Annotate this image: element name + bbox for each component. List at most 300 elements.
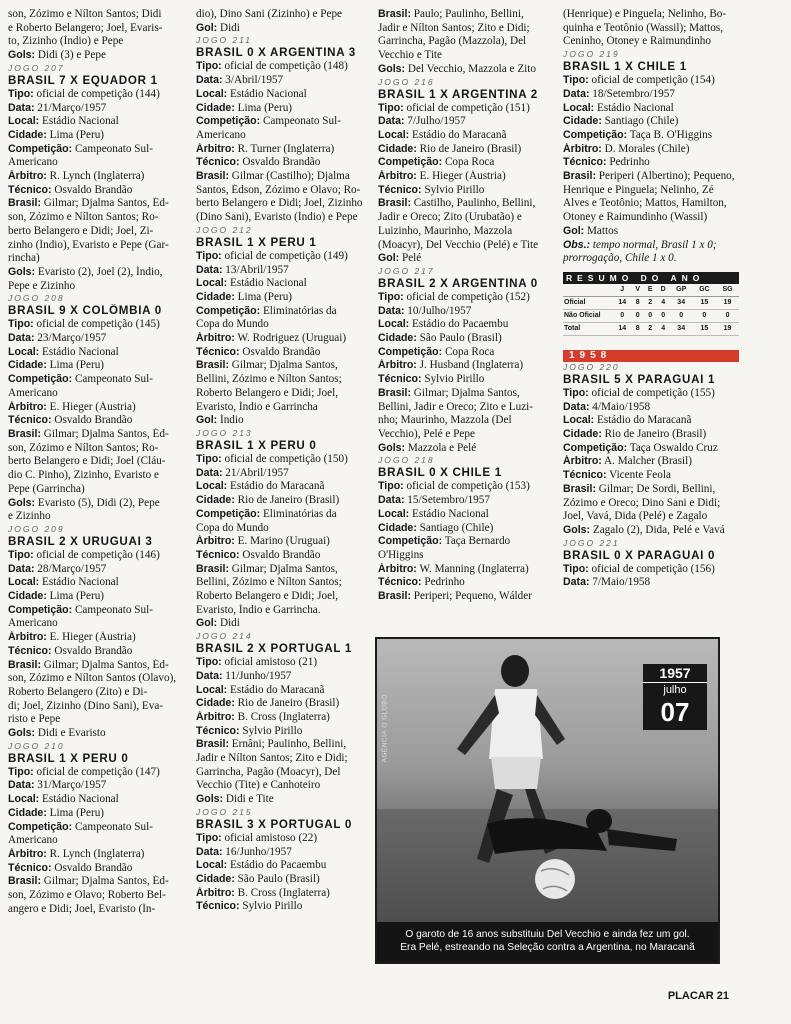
field-value: Ernâni; Paulinho, Bellini,: [231, 738, 347, 751]
field-label: Gols:: [8, 49, 36, 62]
field-label: Cidade:: [8, 806, 47, 819]
text-line: [196, 387, 370, 401]
magazine-name: PLACAR: [667, 990, 714, 1002]
text-line: [8, 129, 188, 143]
text-line: [378, 549, 556, 563]
field-value: Bellini, Jadir e Oreco; Zito e Luzi-: [378, 400, 534, 413]
field-value: Roberto Belangero e Didi; Joel,: [196, 386, 338, 399]
match-title: BRASIL 1 X PERU 0: [8, 751, 129, 765]
field-value: Lima (Peru): [237, 290, 293, 303]
field-value: quinha e Teotônio (Wassil); Mattos,: [563, 21, 723, 34]
page-number: 21: [716, 990, 729, 1002]
text-line: [378, 143, 556, 157]
text-line: [8, 766, 188, 780]
text-line: [378, 494, 556, 508]
field-label: Tipo:: [563, 562, 589, 575]
text-line: [196, 494, 370, 508]
field-value: São Paulo (Brasil): [237, 872, 320, 885]
page-footer: [668, 990, 729, 1002]
text-line: [196, 846, 370, 860]
game-number: JOGO 211: [196, 35, 252, 46]
field-value: Evaristo, Índio e Garrincha.: [196, 603, 321, 616]
text-line: [378, 170, 556, 184]
text-line: [8, 779, 188, 793]
field-value: son, Zózimo e Olavo; Roberto Bel-: [8, 889, 166, 902]
field-label: Brasil:: [378, 197, 411, 210]
field-value: Estádio Nacional: [42, 345, 119, 358]
field-label: Data:: [196, 845, 223, 858]
text-line: [8, 727, 188, 741]
field-value: Osvaldo Brandão: [54, 414, 133, 427]
text-line: [8, 821, 188, 835]
summary-header-cell: J: [613, 284, 631, 297]
summary-cell: Oficial: [563, 296, 613, 309]
field-value: Americano: [196, 128, 246, 141]
field-value: Roberto Belangero e Didi; Joel,: [196, 590, 338, 603]
game-number: JOGO 218: [378, 455, 435, 466]
field-value: Sylvio Pirillo: [242, 900, 303, 913]
text-line: [563, 211, 739, 225]
field-value: Pepe e Zizinho: [8, 279, 76, 292]
text-line: [196, 873, 370, 887]
field-label: Local:: [8, 115, 40, 128]
text-line: [8, 442, 188, 456]
field-label: Técnico:: [563, 469, 607, 482]
text-line: [378, 102, 556, 116]
field-value: Campeonato Sul-: [74, 603, 153, 616]
text-line: [563, 197, 739, 211]
field-label: Data:: [196, 669, 223, 682]
summary-row: [563, 309, 739, 322]
field-label: Competição:: [8, 373, 73, 386]
field-value: D. Morales (Chile): [604, 142, 690, 155]
text-line: [196, 346, 370, 360]
caption-line-2: Era Pelé, estreando na Seleção contra a Argentina, no Maracanã: [400, 942, 695, 953]
field-value: Osvaldo Brandão: [54, 644, 133, 657]
text-line: [563, 115, 739, 129]
game-number: JOGO 214: [196, 631, 253, 642]
text-line: [563, 442, 739, 456]
field-label: Técnico:: [8, 861, 52, 874]
text-line: [196, 60, 370, 74]
text-line: [563, 102, 739, 116]
text-line: [196, 711, 370, 725]
field-label: Cidade:: [563, 115, 602, 128]
text-line: [8, 8, 188, 22]
field-label: Árbitro:: [196, 535, 235, 548]
field-value: W. Manning (Inglaterra): [419, 562, 529, 575]
field-value: Estádio do Pacaembu: [412, 318, 509, 331]
field-value: Osvaldo Brandão: [54, 183, 133, 196]
field-value: Sylvio Pirillo: [424, 183, 485, 196]
caption-line-1: O garoto de 16 anos substituiu Del Vecchio e ainda fez um gol.: [405, 929, 690, 940]
field-value: Periperi (Albertino); Pequeno,: [598, 170, 735, 183]
field-label: Data:: [196, 466, 223, 479]
match-title: BRASIL 1 X CHILE 1: [563, 60, 687, 74]
text-line: [196, 156, 370, 170]
text-line: [196, 480, 370, 494]
text-line: [378, 401, 556, 415]
text-line: [378, 156, 556, 170]
game-number: JOGO 207: [8, 62, 65, 73]
field-value: tempo normal, Brasil 1 x 0;: [592, 238, 717, 251]
field-value: dio), Dino Sani (Zizinho) e Pepe: [196, 8, 343, 20]
field-label: Gols:: [378, 62, 406, 75]
field-value: 13/Abril/1957: [225, 263, 289, 276]
note-line: [563, 239, 739, 253]
field-value: Lima (Peru): [237, 101, 293, 114]
text-line: [563, 469, 739, 483]
text-line: [196, 779, 370, 793]
game-number: JOGO 212: [196, 224, 253, 235]
field-value: risto e Pepe: [8, 713, 61, 726]
field-value: Garrincha, Pagão (Mazzola), Del: [378, 35, 527, 48]
text-line: [378, 522, 556, 536]
text-line: [378, 115, 556, 129]
text-line: [378, 508, 556, 522]
text-line: [196, 74, 370, 88]
year-summary-table: [563, 284, 739, 336]
text-line: [196, 115, 370, 129]
field-value: Gilmar (Castilho); Djalma: [231, 170, 350, 183]
field-label: Árbitro:: [563, 455, 602, 468]
field-value: Luizinho, Maurinho, Mazzola: [378, 224, 513, 237]
field-value: 4/Maio/1958: [592, 400, 651, 413]
field-value: Pelé: [401, 252, 422, 265]
field-label: Brasil:: [8, 197, 41, 210]
field-label: Local:: [196, 683, 228, 696]
text-line: [8, 889, 188, 903]
text-line: [563, 510, 739, 524]
field-label: Brasil:: [8, 875, 41, 888]
text-line: [378, 252, 556, 266]
summary-cell: 14: [613, 296, 631, 309]
field-label: Brasil:: [8, 658, 41, 671]
text-line: [8, 862, 188, 876]
field-value: Gilmar; Djalma Santos,: [413, 386, 520, 399]
field-label: Gol:: [196, 617, 218, 630]
field-label: Cidade:: [378, 332, 417, 345]
field-value: Vecchio e Tite: [378, 49, 443, 62]
text-line: [196, 604, 370, 618]
field-label: Cidade:: [8, 590, 47, 603]
field-label: Gols:: [196, 793, 224, 806]
field-value: Estádio Nacional: [230, 87, 307, 100]
text-line: [8, 197, 188, 211]
field-value: Gilmar; Djalma Santos, Éd-: [43, 427, 169, 440]
match-title: BRASIL 0 X CHILE 1: [378, 466, 502, 480]
field-label: Tipo:: [8, 318, 34, 331]
text-line: [378, 563, 556, 577]
field-value: Rio de Janeiro (Brasil): [237, 697, 340, 710]
text-line: [8, 510, 188, 524]
field-value: Copa Roca: [444, 156, 495, 169]
field-label: Técnico:: [196, 548, 240, 561]
field-value: Campeonato Sul-: [74, 142, 153, 155]
field-label: Tipo:: [8, 765, 34, 778]
field-value: oficial de competição (151): [406, 101, 530, 114]
text-line: [8, 700, 188, 714]
field-label: Local:: [8, 345, 40, 358]
field-label: Competição:: [8, 603, 73, 616]
game-number: JOGO 210: [8, 740, 65, 751]
match-title: BRASIL 0 X ARGENTINA 3: [196, 46, 356, 60]
summary-cell: Total: [563, 322, 613, 335]
game-number: JOGO 208: [8, 293, 65, 304]
field-value: oficial de competição (152): [406, 290, 530, 303]
text-line: [196, 563, 370, 577]
field-value: Mazzola e Pelé: [407, 441, 477, 454]
field-label: Tipo:: [8, 548, 34, 561]
field-label: Árbitro:: [8, 400, 47, 413]
field-value: Estádio do Maracanã: [412, 128, 507, 141]
field-label: Técnico:: [378, 373, 422, 386]
field-value: Santiago (Chile): [604, 115, 679, 128]
field-value: Vecchio (Tite) e Canhoteiro: [196, 779, 321, 792]
text-line: [196, 184, 370, 198]
text-line: [563, 88, 739, 102]
field-label: Cidade:: [8, 359, 47, 372]
field-value: Estádio Nacional: [230, 277, 307, 290]
field-label: Técnico:: [563, 156, 607, 169]
text-line: [378, 239, 556, 253]
field-label: Local:: [563, 101, 595, 114]
text-line: [196, 250, 370, 264]
field-label: Competição:: [563, 128, 628, 141]
field-value: Joel, Vavá, Dida (Pelé) e Zagalo: [563, 510, 708, 523]
field-value: Estádio do Maracanã: [597, 414, 692, 427]
field-label: Data:: [563, 87, 590, 100]
text-line: [563, 22, 739, 36]
field-label: Cidade:: [196, 290, 235, 303]
field-value: Sylvio Pirillo: [242, 724, 303, 737]
field-value: Gilmar; Djalma Santos, Éd-: [43, 658, 169, 671]
field-value: W. Rodriguez (Uruguai): [237, 332, 347, 345]
text-line: [563, 455, 739, 469]
field-value: Taça Oswaldo Cruz: [629, 441, 718, 454]
text-line: [563, 524, 739, 538]
photo-caption: [377, 922, 718, 962]
field-value: Zagalo (2), Dida, Pelé e Vavá: [592, 523, 725, 536]
field-value: di; Joel, Zizinho (Dino Sani), Eva-: [8, 699, 164, 712]
text-line: [8, 617, 188, 631]
field-value: Bellini, Zózimo e Nílton Santos;: [196, 373, 342, 386]
field-value: Americano: [8, 617, 58, 630]
field-value: Rio de Janeiro (Brasil): [604, 428, 707, 441]
field-label: Técnico:: [196, 345, 240, 358]
field-label: Competição:: [378, 535, 443, 548]
text-line: [8, 22, 188, 36]
summary-row: [563, 296, 739, 309]
field-label: Local:: [196, 480, 228, 493]
field-value: berto Belangero e Didi; Joel, Zi-: [8, 224, 154, 237]
text-line: [8, 590, 188, 604]
summary-cell: 2: [644, 296, 657, 309]
field-label: Brasil:: [563, 482, 596, 495]
field-value: 21/Março/1957: [37, 101, 107, 114]
field-value: Copa do Mundo: [196, 318, 269, 331]
text-line: [8, 280, 188, 294]
date-day: 07: [660, 697, 690, 727]
field-label: Técnico:: [378, 576, 422, 589]
text-line: [563, 156, 739, 170]
text-line: [378, 211, 556, 225]
summary-cell: 0: [693, 309, 717, 322]
field-label: Cidade:: [196, 697, 235, 710]
field-label: Técnico:: [8, 183, 52, 196]
field-label: Técnico:: [378, 183, 422, 196]
text-line: [196, 373, 370, 387]
field-value: Americano: [8, 386, 58, 399]
text-line: [196, 508, 370, 522]
text-line: [8, 903, 188, 917]
text-line: [8, 428, 188, 442]
field-label: Tipo:: [378, 480, 404, 493]
field-value: e Roberto Belangero; Joel, Evaris-: [8, 21, 163, 34]
summary-cell: 19: [716, 322, 739, 335]
text-line: [8, 373, 188, 387]
field-value: 31/Março/1957: [37, 779, 107, 792]
text-line: [8, 239, 188, 253]
year-summary: [563, 272, 739, 336]
field-label: Árbitro:: [563, 142, 602, 155]
text-line: [196, 725, 370, 739]
summary-header-cell: [563, 284, 613, 297]
field-value: Lima (Peru): [49, 359, 105, 372]
text-line: [8, 359, 188, 373]
column-4: [563, 8, 739, 590]
text-line: [8, 686, 188, 700]
game-number: JOGO 209: [8, 523, 65, 534]
text-line: [196, 129, 370, 143]
summary-cell: 34: [670, 322, 693, 335]
game-number: JOGO 221: [563, 537, 620, 548]
field-value: 18/Setembro/1957: [592, 87, 675, 100]
field-value: Americano: [8, 834, 58, 847]
text-line: [563, 414, 739, 428]
field-value: Jadir e Nílton Santos; Zito e Didi;: [196, 752, 348, 765]
match-title: BRASIL 3 X PORTUGAL 0: [196, 817, 352, 831]
text-line: [8, 49, 188, 63]
text-line: [378, 225, 556, 239]
field-value: Osvaldo Brandão: [242, 156, 321, 169]
field-value: Ceninho, Otoney e Raimundinho: [563, 35, 711, 48]
field-value: Roberto Belangero (Zito) e Di-: [8, 685, 148, 698]
column-2: [196, 8, 370, 914]
field-value: 11/Junho/1957: [225, 669, 292, 682]
field-value: Copa do Mundo: [196, 521, 269, 534]
text-line: [196, 656, 370, 670]
field-label: Gol:: [378, 252, 400, 265]
summary-cell: 19: [716, 296, 739, 309]
field-value: 3/Abril/1957: [225, 74, 284, 87]
text-line: [8, 659, 188, 673]
summary-cell: 15: [693, 322, 717, 335]
field-label: Tipo:: [196, 831, 222, 844]
field-label: Gol:: [563, 224, 585, 237]
text-line: [196, 535, 370, 549]
text-line: [378, 129, 556, 143]
field-label: Gols:: [378, 441, 406, 454]
field-label: Tipo:: [378, 290, 404, 303]
field-label: Cidade:: [196, 872, 235, 885]
field-value: Estádio Nacional: [42, 793, 119, 806]
field-value: Didi (3) e Pepe: [37, 49, 106, 62]
text-line: [378, 63, 556, 77]
text-line: [378, 305, 556, 319]
field-label: Árbitro:: [196, 332, 235, 345]
field-label: Cidade:: [8, 128, 47, 141]
field-label: Gols:: [563, 523, 591, 536]
text-line: [378, 346, 556, 360]
text-line: [563, 8, 739, 22]
field-value: R. Turner (Inglaterra): [237, 142, 335, 155]
field-value: prorrogação, Chile 1 x 0.: [563, 252, 677, 265]
field-value: son, Zózimo e Nílton Santos; Didi: [8, 8, 162, 20]
text-line: [196, 197, 370, 211]
text-line: [8, 414, 188, 428]
photo-credit: AGÊNCIA O GLOBO: [381, 694, 389, 763]
text-line: [378, 291, 556, 305]
summary-cell: 0: [670, 309, 693, 322]
text-line: [563, 563, 739, 577]
field-value: Taça B. O'Higgins: [629, 128, 713, 141]
field-value: Castilho, Paulinho, Bellini,: [413, 197, 536, 210]
text-line: [8, 497, 188, 511]
field-value: E. Hieger (Áustria): [49, 400, 136, 413]
field-value: Taça Bernardo: [444, 535, 511, 548]
text-line: [196, 414, 370, 428]
field-value: berto Belangero e Didi; Joel, Zizinho: [196, 197, 363, 210]
field-value: Americano: [8, 156, 58, 169]
field-label: Data:: [378, 494, 405, 507]
field-label: Árbitro:: [196, 142, 235, 155]
field-value: Didi e Tite: [225, 793, 274, 806]
field-label: Técnico:: [196, 900, 240, 913]
text-line: [196, 738, 370, 752]
text-line: [196, 22, 370, 36]
year-heading: 1958: [563, 350, 739, 362]
field-label: Competição:: [196, 304, 261, 317]
text-line: [378, 387, 556, 401]
text-line: [378, 318, 556, 332]
field-value: Didi: [219, 21, 240, 34]
summary-cell: 34: [670, 296, 693, 309]
summary-header-cell: GP: [670, 284, 693, 297]
field-value: Bellini, Zózimo e Nílton Santos;: [196, 576, 342, 589]
text-line: [8, 115, 188, 129]
text-line: [8, 170, 188, 184]
text-line: [8, 549, 188, 563]
text-line: [196, 143, 370, 157]
field-label: Gols:: [8, 496, 36, 509]
field-value: Lima (Peru): [49, 128, 105, 141]
field-value: Campeonato Sul-: [74, 820, 153, 833]
text-line: [8, 35, 188, 49]
date-month: julho: [663, 684, 687, 696]
field-value: São Paulo (Brasil): [419, 332, 502, 345]
field-label: Obs.:: [563, 238, 591, 251]
field-label: Data:: [8, 562, 35, 575]
column-3: [378, 8, 556, 604]
text-line: [8, 875, 188, 889]
field-value: rincha): [8, 252, 40, 265]
summary-row: [563, 322, 739, 335]
text-line: [196, 684, 370, 698]
text-line: [378, 8, 556, 22]
text-line: [8, 156, 188, 170]
text-line: [196, 670, 370, 684]
